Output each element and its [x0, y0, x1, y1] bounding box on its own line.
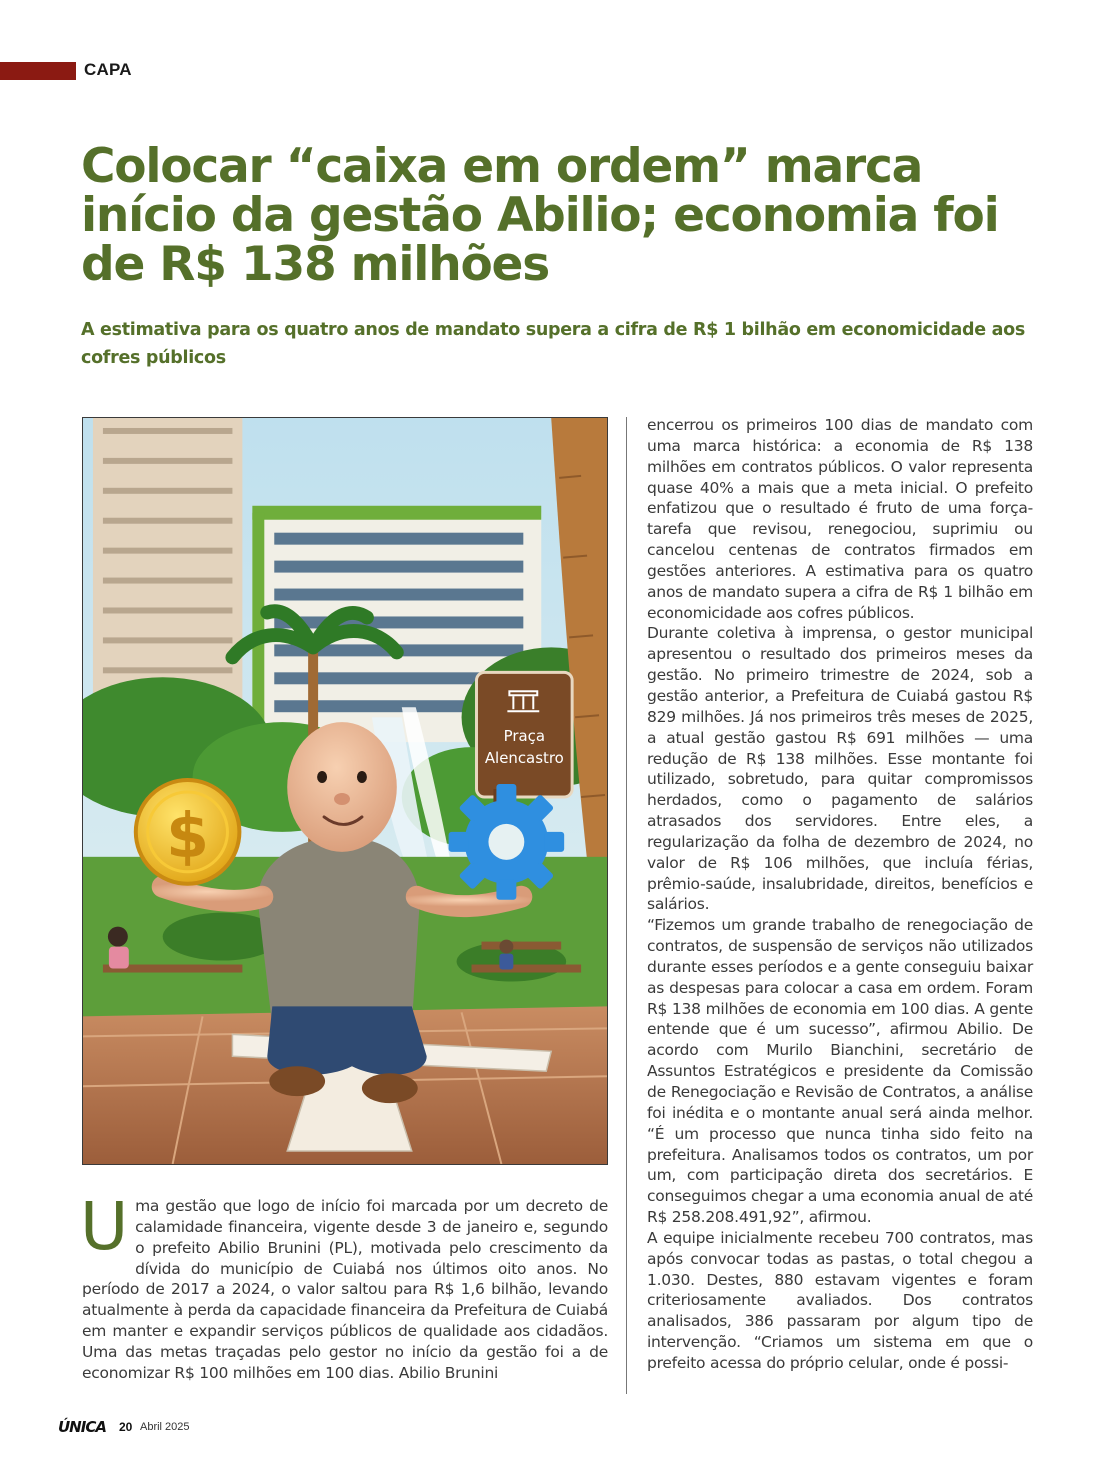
section-accent-bar	[0, 62, 76, 80]
coin-symbol: $	[166, 799, 210, 872]
sign-line-1: Praça	[503, 727, 546, 746]
drop-cap: U	[80, 1188, 129, 1265]
article-illustration	[82, 417, 608, 1165]
section-label: CAPA	[84, 60, 132, 79]
body-paragraph: ma gestão que logo de início foi marcada por um decreto de calamidade financeira, vigente desde 3 de janeiro e, segundo o prefeito Abilio Brunini (PL), motivada pelo crescimento da dívida do município de Cuiabá nos últimos oito anos. No período de 2017 a 2024, o valor saltou para R$ 1,6 bilhão, levando atualmente à perda da capacidade financeira da Prefeitura de Cuiabá em manter e expandir serviços públicos de qualidade aos cidadãos. Uma das metas traçadas pelo gestor no início da gestão foi a de economizar R$ 100 milhões em 100 dias. Abilio Brunini	[82, 1197, 608, 1382]
article-headline: Colocar “caixa em ordem” marca início da gestão Abilio; economia foi de R$ 138 milhões	[81, 139, 999, 292]
page-number: 20	[119, 1420, 133, 1434]
article-body-left-column	[80, 1188, 608, 1384]
magazine-logo: ÚNICA	[58, 1418, 106, 1436]
body-paragraph: A equipe inicialmente recebeu 700 contratos, mas após convocar todas as pastas, o total chegou a 1.030. Destes, 880 estavam vigentes e foram criteriosamente avaliados. Dos contratos analisados, 386 passaram por algum tipo de intervenção. “Criamos um sistema em que o prefeito acessa do próprio celular, onde é possi-	[647, 1228, 1033, 1372]
article-subheadline: A estimativa para os quatro anos de mandato supera a cifra de R$ 1 bilhão em economicidade aos cofres públicos	[81, 320, 1025, 368]
column-divider	[626, 417, 627, 1394]
issue-date: Abril 2025	[140, 1421, 190, 1433]
article-body-right-column	[647, 415, 1033, 1374]
body-paragraph: Durante coletiva à imprensa, o gestor municipal apresentou o resultado dos primeiros meses da gestão. No primeiro trimestre de 2024, sob a gestão anterior, a Prefeitura de Cuiabá gastou R$ 829 milhões. Já nos primeiros três meses de 2025, a atual gestão gastou R$ 691 milhões — uma redução de R$ 138 milhões. Esse montante foi utilizado, sobretudo, para quitar compromissos herdados, como o pagamento de salários atrasados dos servidores. Entre eles, a regularização da folha de dezembro de 2024, no valor de R$ 106 milhões, que incluía férias, prêmio-saúde, insalubridade, direitos, benefícios e salários.	[647, 624, 1033, 914]
body-paragraph: encerrou os primeiros 100 dias de mandato com uma marca histórica: a economia de R$ 138 milhões em contratos públicos. O valor representa quase 40% a mais que a meta inicial. O prefeito enfatizou que o resultado é fruto de uma força-tarefa que revisou, renegociou, suprimiu ou cancelou centenas de contratos firmados em gestões anteriores. A estimativa para os quatro anos de mandato supera a cifra de R$ 1 bilhão em economicidade aos cofres públicos.	[647, 416, 1033, 622]
sign-line-2: Alencastro	[484, 749, 564, 768]
body-paragraph: “Fizemos um grande trabalho de renegociação de contratos, de suspensão de serviços não utilizados durante esses períodos e a gente conseguiu baixar as despesas para colocar a casa em ordem. Foram R$ 138 milhões de economia em 100 dias. A gente entende que é um sucesso”, afirmou Abilio. De acordo com Murilo Bianchini, secretário de Assuntos Estratégicos e presidente da Comissão de Renegociação e Revisão de Contratos, a análise foi inédita e o montante anual será ainda melhor. “É um processo que nunca tinha sido feito na prefeitura. Analisamos todos os contratos, um por um, com participação direta dos secretários. E conseguimos chegar a uma economia anual de até R$ 258.208.491,92”, afirmou.	[647, 916, 1033, 1227]
